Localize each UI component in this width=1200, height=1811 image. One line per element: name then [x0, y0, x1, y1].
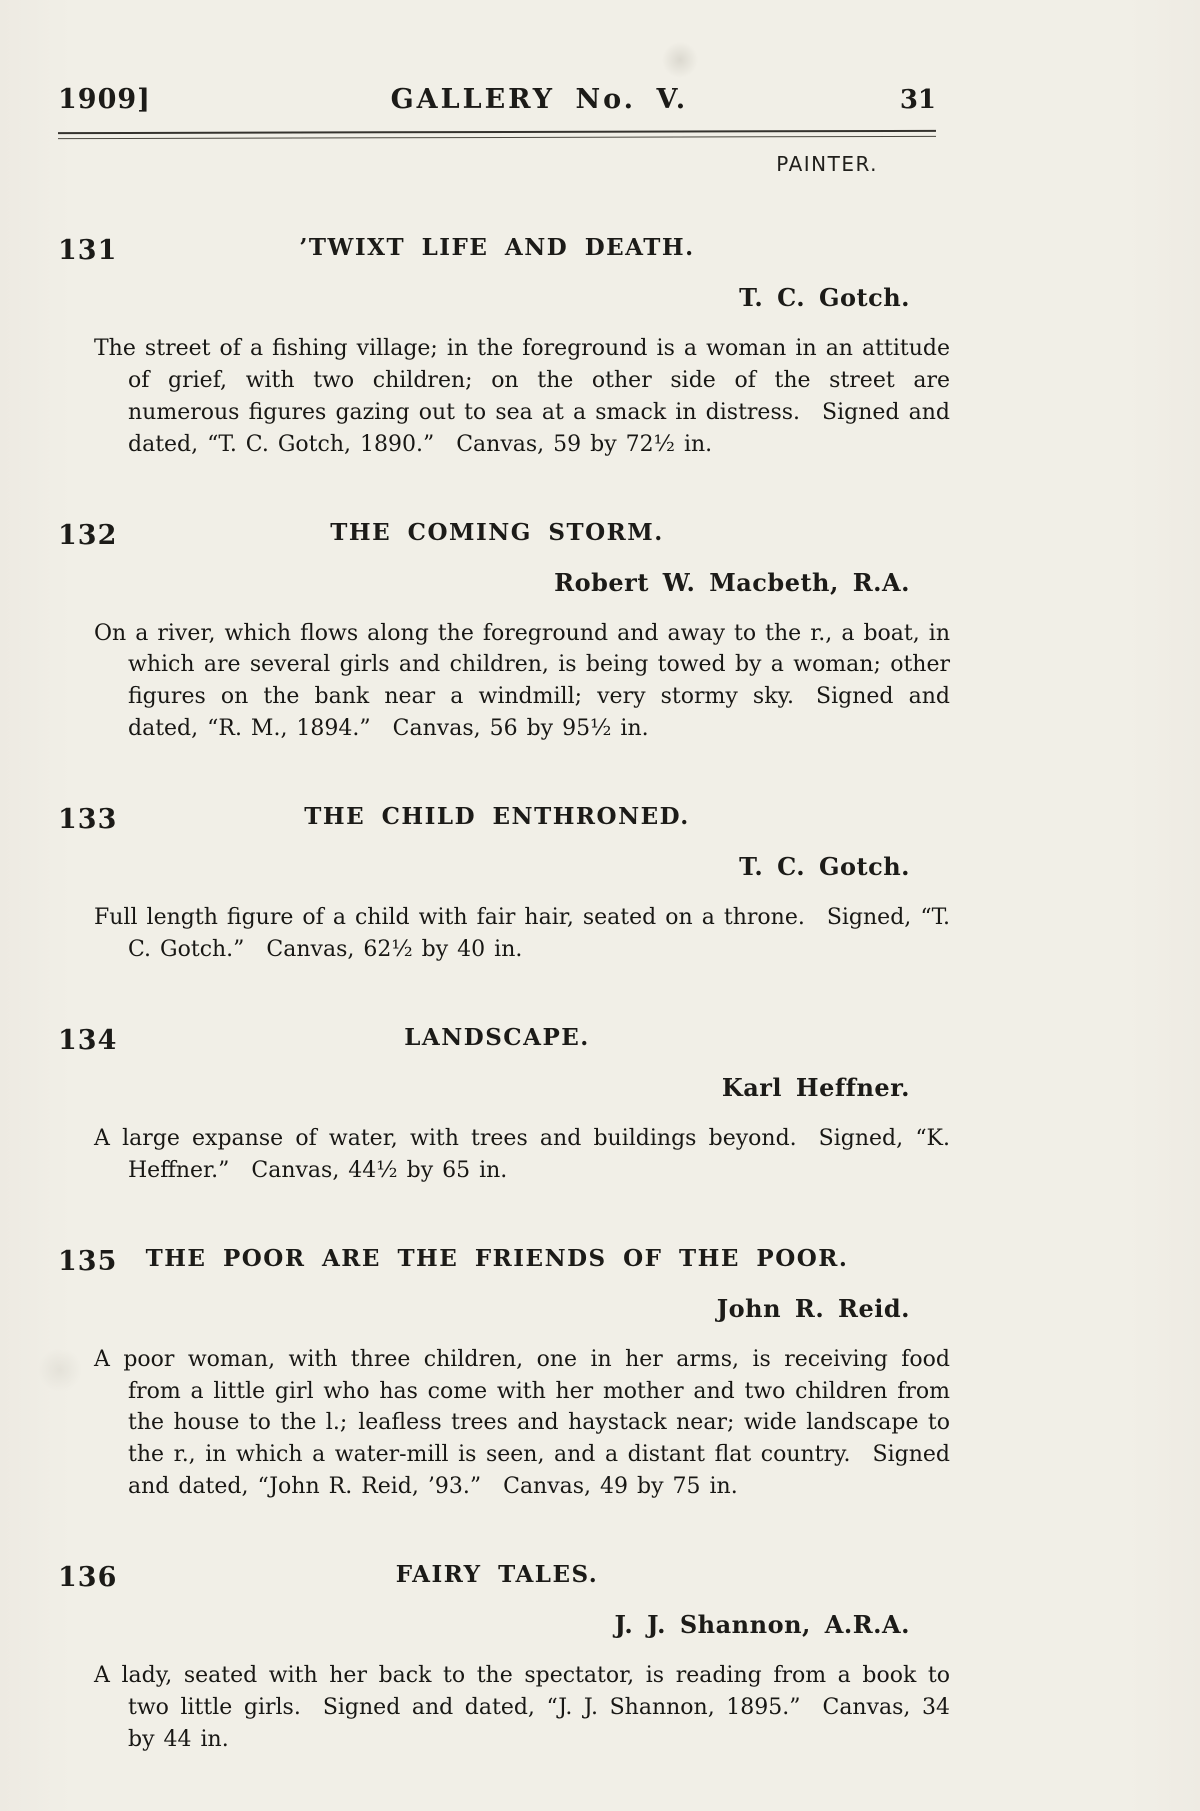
catalog-entry-131 [58, 234, 950, 461]
page-number: 31 [899, 85, 936, 115]
entry-title: ’TWIXT LIFE AND DEATH. [299, 234, 695, 261]
entry-description: A lady, seated with her back to the spectator, is reading from a book to two little girls. Signed and dated, “J. J. Shannon, 1895.” Canvas, 34 by 44 in. [94, 1663, 950, 1752]
page-title: GALLERY No. V. [390, 84, 689, 115]
entry-description: On a river, which flows along the foreground and away to the r., a boat, in which are several girls and children, is being towed by a woman; other figures on the bank near a windmill; very stormy sky. Signed and dated, “R. M., 1894.” Canvas, 56 by 95½ in. [94, 620, 950, 742]
entry-number: 134 [58, 1024, 118, 1056]
entry-artist: Robert W. Macbeth, R.A. [554, 567, 910, 597]
entry-head [58, 803, 936, 835]
entry-title: LANDSCAPE. [404, 1023, 590, 1051]
catalog-entry-135 [58, 1244, 950, 1503]
entry-description: Full length figure of a child with fair hair, seated on a throne. Signed, “T. C. Gotch.” Canvas, 62½ by 40 in. [94, 905, 950, 963]
entry-artist: Karl Heffner. [721, 1072, 910, 1102]
entry-description: The street of a fishing village; in the foreground is a woman in an attitude of grief, with two children; on the other side of the street are numerous figures gazing out to sea at a smack in distress. Signed and dated, “T. C. Gotch, 1890.” Canvas, 59 by 72½ in. [94, 336, 950, 457]
page-header [58, 84, 936, 115]
page-content [58, 0, 950, 1756]
catalog-entry-133 [58, 803, 950, 966]
entry-title: THE POOR ARE THE FRIENDS OF THE POOR. [145, 1244, 849, 1272]
entry-number: 131 [58, 235, 118, 266]
entry-head [58, 1024, 936, 1056]
year-marker: 1909] [58, 84, 151, 115]
entry-head [58, 1245, 936, 1277]
painter-column-label: PAINTER. [776, 152, 878, 176]
entry-number: 135 [58, 1245, 118, 1277]
entry-number: 132 [58, 519, 118, 551]
entry-head [58, 1561, 936, 1593]
catalog-entry-136 [58, 1561, 950, 1756]
entry-title: THE COMING STORM. [330, 518, 664, 546]
entry-artist: J. J. Shannon, A.R.A. [614, 1610, 910, 1640]
entry-artist: John R. Reid. [716, 1293, 910, 1323]
entry-number: 133 [58, 804, 118, 836]
catalog-entry-134 [58, 1023, 950, 1187]
entry-artist: T. C. Gotch. [739, 283, 910, 312]
entry-number: 136 [58, 1562, 118, 1594]
entry-title: THE CHILD ENTHRONED. [304, 803, 690, 831]
header-divider [58, 130, 936, 139]
entry-head [58, 519, 936, 551]
entry-description: A large expanse of water, with trees and buildings beyond. Signed, “K. Heffner.” Canvas, 44½ by 65 in. [94, 1125, 950, 1183]
entry-description: A poor woman, with three children, one in her arms, is receiving food from a little girl who has come with her mother and two children from the house to the l.; leafless trees and haystack near; wide landscape to the r., in which a water-mill is seen, and a distant flat country. Signed and dated, “John R. Reid, ’93.” Canvas, 49 by 75 in. [94, 1346, 950, 1500]
catalog-entry-132 [58, 518, 950, 746]
entry-artist: T. C. Gotch. [739, 852, 910, 882]
entry-title: FAIRY TALES. [395, 1561, 599, 1589]
entry-head [58, 234, 936, 266]
